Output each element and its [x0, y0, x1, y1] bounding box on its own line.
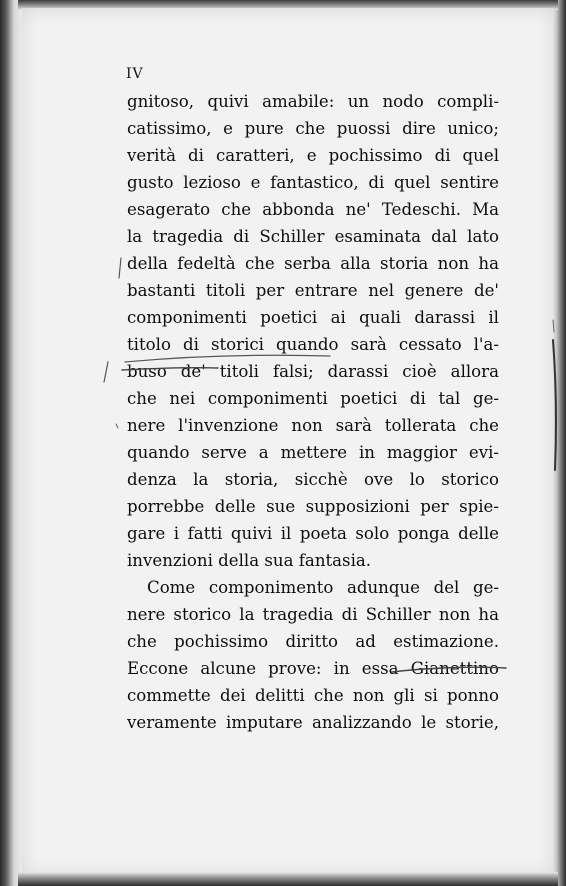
text-line: buso de' titoli falsi; darassi cioè allora [127, 362, 499, 381]
text-line: esagerato che abbonda ne' Tedeschi. Ma [127, 200, 499, 219]
text-line: invenzioni della sua fantasia. [127, 551, 372, 570]
text-line: della fedeltà che serba alla storia non ha [127, 254, 499, 273]
text-line: che pochissimo diritto ad estimazione. [127, 632, 499, 651]
text-line: Eccone alcune prove: in essa Gianettino [127, 659, 499, 678]
text-line: gnitoso, quivi amabile: un nodo compli- [127, 92, 499, 111]
page-number: IV [126, 66, 144, 82]
text-line: la tragedia di Schiller esaminata dal lato [127, 227, 499, 246]
text-line: veramente imputare analizzando le storie, [127, 713, 499, 732]
text-line: nere l'invenzione non sarà tollerata che [127, 416, 499, 435]
text-line: catissimo, e pure che puossi dire unico; [127, 119, 499, 138]
text-line: titolo di storici quando sarà cessato l'a- [127, 335, 499, 354]
text-line: Come componimento adunque del ge- [147, 578, 499, 597]
text-line: denza la storia, sicchè ove lo storico [127, 470, 499, 489]
text-line: quando serve a mettere in maggior evi- [127, 443, 499, 462]
text-line: bastanti titoli per entrare nel genere de' [127, 281, 499, 300]
text-line: componimenti poetici ai quali darassi il [127, 308, 499, 327]
body-text [127, 88, 499, 736]
text-line: gare i fatti quivi il poeta solo ponga delle [127, 524, 499, 543]
text-line: verità di caratteri, e pochissimo di quel [127, 146, 499, 165]
text-line: gusto lezioso e fantastico, di quel sentire [127, 173, 499, 192]
text-line: che nei componimenti poetici di tal ge- [127, 389, 499, 408]
page-bottom-edge [18, 872, 558, 886]
text-line: nere storico la tragedia di Schiller non ha [127, 605, 499, 624]
text-line: commette dei delitti che non gli si ponno [127, 686, 499, 705]
text-line: porrebbe delle sue supposizioni per spie- [127, 497, 499, 516]
